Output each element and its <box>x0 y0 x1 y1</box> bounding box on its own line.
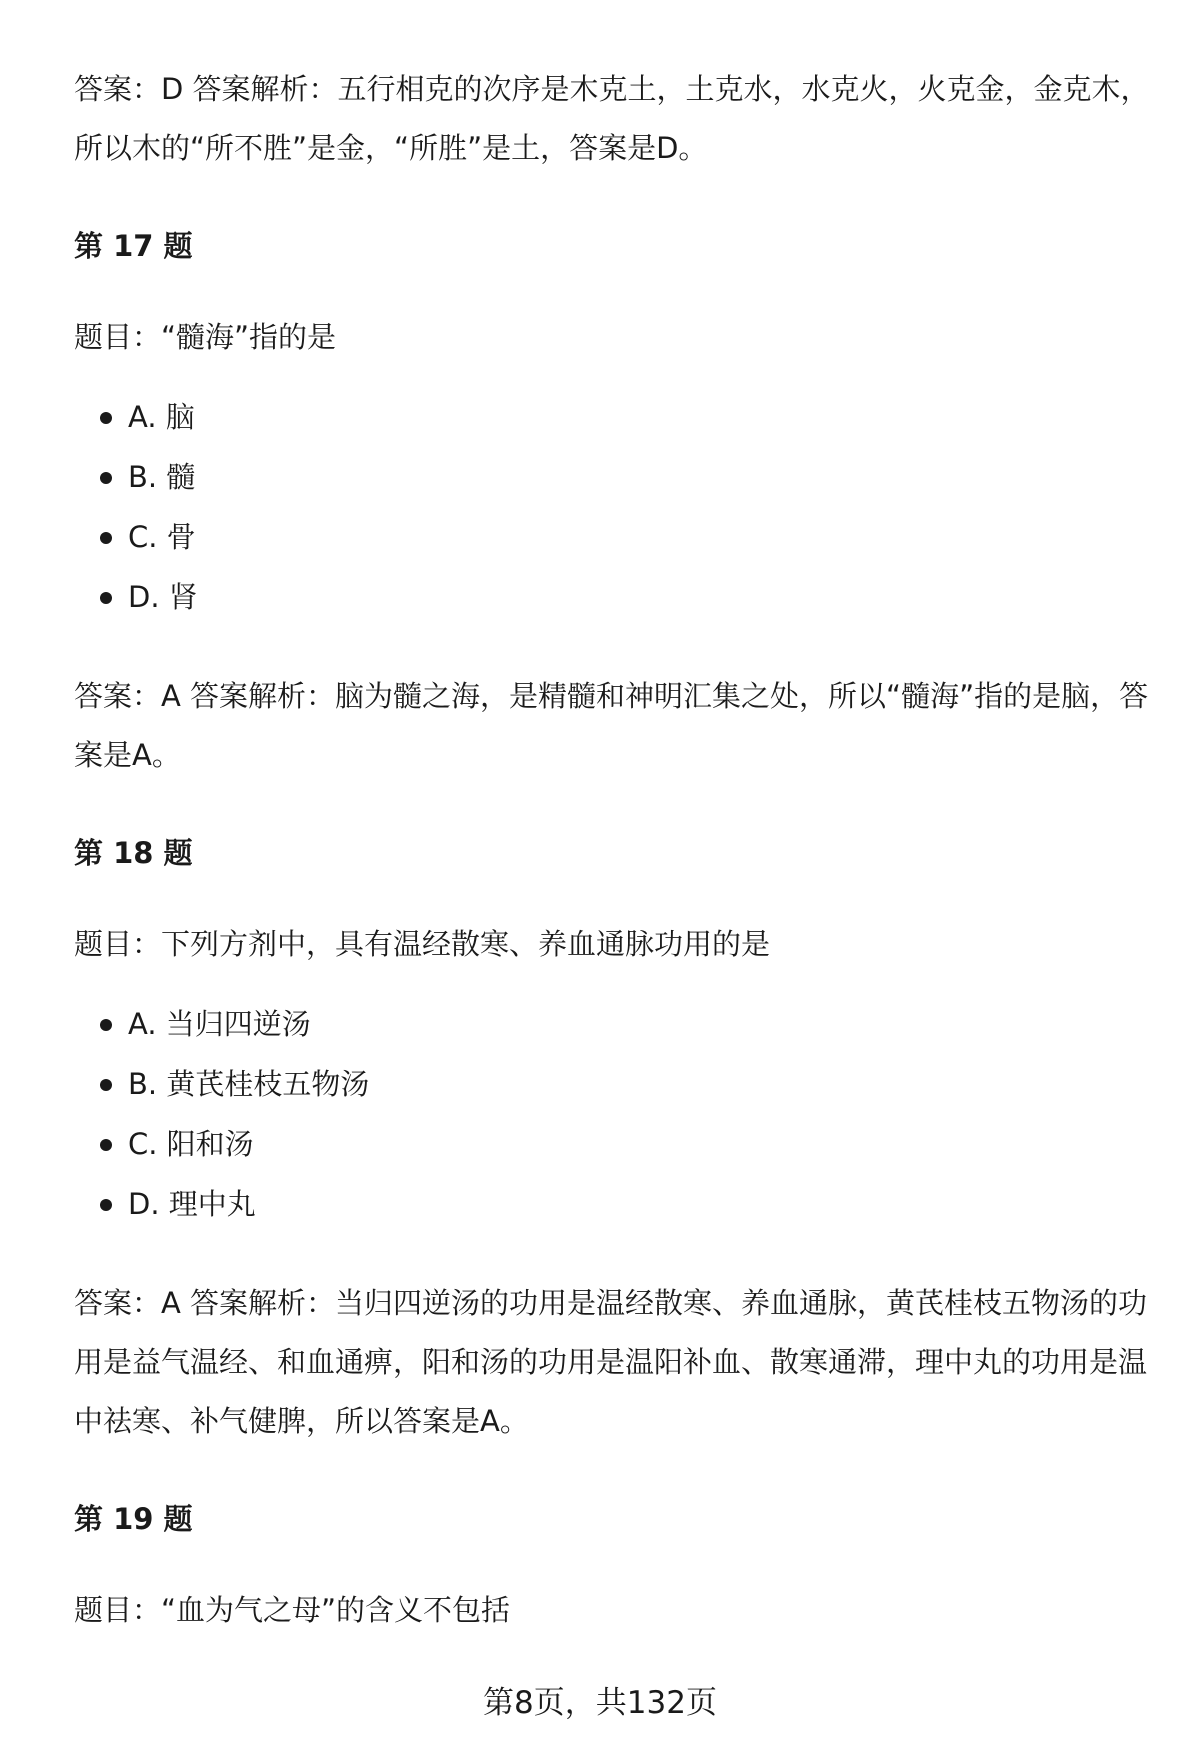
bullet-icon <box>100 532 112 544</box>
option-text: B. 髓 <box>128 460 196 494</box>
q18-option-a <box>74 1004 1154 1064</box>
q17-option-d <box>74 577 1154 637</box>
q18-answer-text: 答案：A 答案解析：当归四逆汤的功用是温经散寒、养血通脉，黄芪桂枝五物汤的功用是益气温经、和血通痹，阳和汤的功用是温阳补血、散寒通滞，理中丸的功用是温中祛寒、补气健脾，所以答案是A。 <box>74 1286 1148 1438</box>
option-text: B. 黄芪桂枝五物汤 <box>128 1067 370 1101</box>
option-text: C. 阳和汤 <box>128 1127 254 1161</box>
option-text: D. 理中丸 <box>128 1187 256 1221</box>
option-text: A. 当归四逆汤 <box>128 1007 311 1041</box>
q17-option-c <box>74 517 1154 577</box>
q17-question-stem: 题目：“髓海”指的是 <box>74 320 337 354</box>
bullet-icon <box>100 592 112 604</box>
bullet-icon <box>100 472 112 484</box>
option-text: C. 骨 <box>128 520 196 554</box>
q18-option-c <box>74 1124 1154 1184</box>
q18-option-d <box>74 1184 1154 1244</box>
q19-heading: 第 19 题 <box>74 1502 193 1536</box>
page-number-footer: 第8页，共132页 <box>483 1685 717 1721</box>
bullet-icon <box>100 412 112 424</box>
bullet-icon <box>100 1139 112 1151</box>
q19-question-stem: 题目：“血为气之母”的含义不包括 <box>74 1593 511 1627</box>
q18-option-b <box>74 1064 1154 1124</box>
page-content <box>74 60 1154 1640</box>
option-text: D. 肾 <box>128 580 198 614</box>
bullet-icon <box>100 1019 112 1031</box>
q17-option-b <box>74 457 1154 517</box>
option-text: A. 脑 <box>128 400 195 434</box>
q18-heading: 第 18 题 <box>74 836 193 870</box>
q18-options-list <box>74 1004 1154 1244</box>
q18-question-stem: 题目：下列方剂中，具有温经散寒、养血通脉功用的是 <box>74 927 771 961</box>
q17-heading: 第 17 题 <box>74 229 193 263</box>
q17-option-a <box>74 397 1154 457</box>
q17-answer-text: 答案：A 答案解析：脑为髓之海，是精髓和神明汇集之处，所以“髓海”指的是脑，答案是A。 <box>74 679 1149 772</box>
q17-options-list <box>74 397 1154 637</box>
bullet-icon <box>100 1199 112 1211</box>
q16-answer-text: 答案：D 答案解析：五行相克的次序是木克土，土克水，水克火，火克金，金克木，所以木的“所不胜”是金，“所胜”是土，答案是D。 <box>74 72 1150 165</box>
bullet-icon <box>100 1079 112 1091</box>
